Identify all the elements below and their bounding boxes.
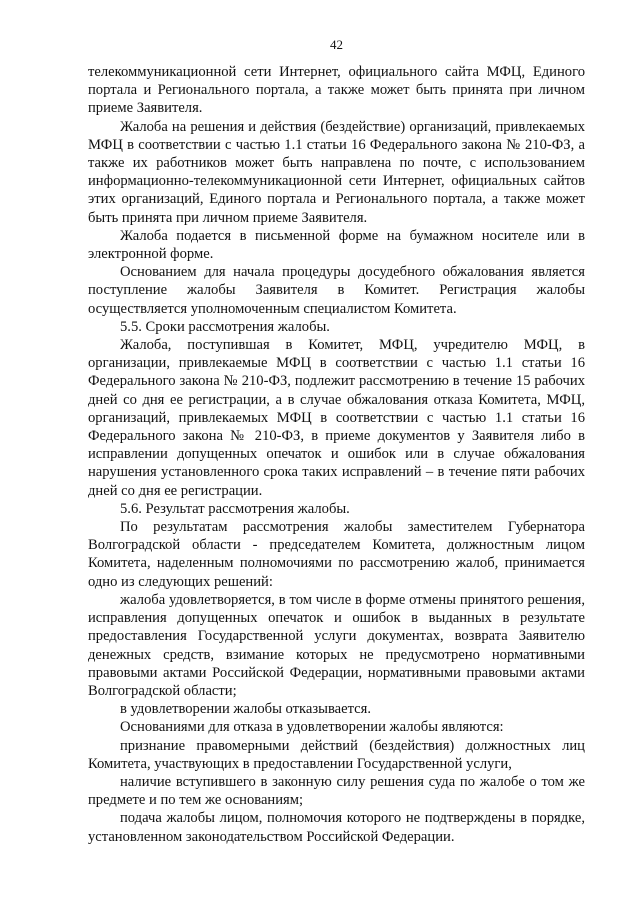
paragraph: признание правомерными действий (бездействия) должностных лиц Комитета, участвующих в предоставлении Государственной услуги, bbox=[88, 737, 585, 772]
paragraph: По результатам рассмотрения жалобы заместителем Губернатора Волгоградской области - председателем Комитета, должностным лицом Комитета, наделенным полномочиями по рассмотрению жалоб, принимается одно из следующих решений: bbox=[88, 519, 585, 590]
page-number: 42 bbox=[330, 37, 343, 52]
paragraph: Жалоба подается в письменной форме на бумажном носителе или в электронной форме. bbox=[88, 227, 585, 263]
paragraph: подача жалобы лицом, полномочия которого не подтверждены в порядке, установленном законодательством Российской Федерации. bbox=[88, 810, 585, 845]
paragraph: наличие вступившего в законную силу решения суда по жалобе о том же предмете и по тем же основаниям; bbox=[88, 773, 585, 809]
section-heading: 5.5. Сроки рассмотрения жалобы. bbox=[120, 318, 330, 335]
paragraph: Жалоба на решения и действия (бездействие) организаций, привлекаемых МФЦ в соответствии с частью 1.1 статьи 16 Федерального закона № 210-ФЗ, а также их работников может быть направлена по почте, с использованием информационно-телекоммуникационной сети Интернет, официальных сайтов этих организаций, Единого портала и Регионального портала, а также может быть принята при личном приеме Заявителя. bbox=[88, 118, 585, 226]
paragraph: Жалоба, поступившая в Комитет, МФЦ, учредителю МФЦ, в организации, привлекаемые МФЦ в соответствии с частью 1.1 статьи 16 Федерального закона № 210-ФЗ, подлежит рассмотрению в течение 15 рабочих дней со дня ее регистрации, а в случае обжалования отказа Комитета, МФЦ, организаций, привлекаемых МФЦ в соответствии с частью 1.1 статьи 16 Федерального закона № 210-ФЗ, в приеме документов у Заявителя либо в исправлении допущенных опечаток и ошибок или в случае обжалования нарушения установленного срока таких исправлений – в течение пяти рабочих дней со дня ее регистрации. bbox=[88, 337, 585, 499]
paragraph: Основанием для начала процедуры досудебного обжалования является поступление жалобы Заявителя в Комитет. Регистрация жалобы осуществляется уполномоченным специалистом Комитета. bbox=[88, 264, 585, 317]
paragraph: телекоммуникационной сети Интернет, официального сайта МФЦ, Единого портала и Регионального портала, а также может быть принята при личном приеме Заявителя. bbox=[88, 64, 585, 117]
document-body bbox=[88, 63, 585, 846]
paragraph: Основаниями для отказа в удовлетворении жалобы являются: bbox=[120, 719, 504, 736]
paragraph: в удовлетворении жалобы отказывается. bbox=[120, 701, 372, 718]
section-heading: 5.6. Результат рассмотрения жалобы. bbox=[120, 500, 350, 517]
paragraph: жалоба удовлетворяется, в том числе в форме отмены принятого решения, исправления допущенных опечаток и ошибок в выданных в результате предоставления Государственной услуги документах, возврата Заявителю денежных средств, взимание которых не предусмотрено нормативными правовыми актами Российской Федерации, нормативными правовыми актами Волгоградской области; bbox=[88, 591, 585, 699]
